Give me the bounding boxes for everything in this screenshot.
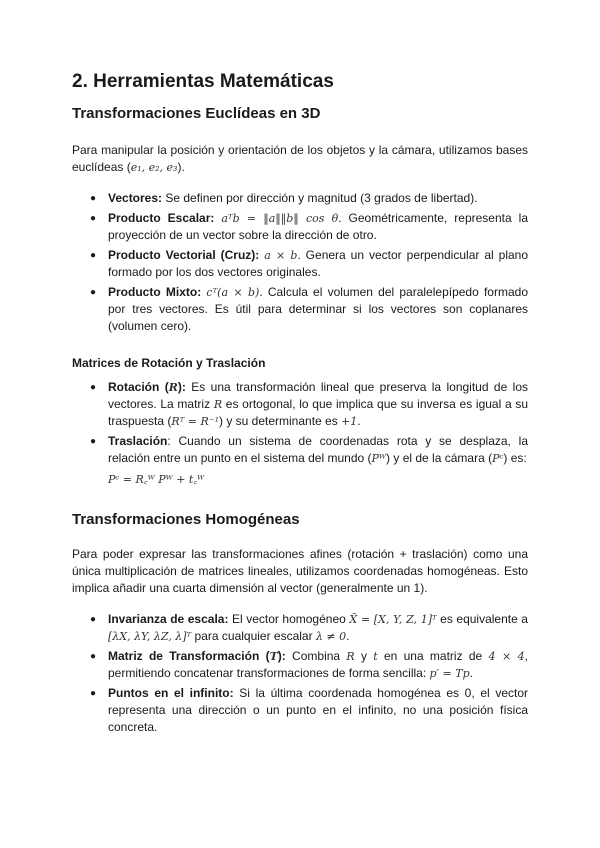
item-text: . <box>357 414 361 428</box>
intro-text-end: ). <box>177 160 185 174</box>
math-triple-product: cᵀ(a × b) <box>206 286 260 299</box>
bullet-icon: ● <box>90 688 97 699</box>
item-label: Invarianza de escala: <box>108 612 229 626</box>
list-item-matriz-transformacion <box>72 648 528 682</box>
item-text: es equivalente a <box>436 612 528 626</box>
item-text: ) es: <box>503 451 527 465</box>
item-text: . Geométricamente, representa la proyección de un vector sobre la dirección de otro. <box>108 211 528 242</box>
item-label: Producto Mixto: <box>108 285 202 299</box>
math-orthogonal: Rᵀ = R⁻¹ <box>171 415 219 428</box>
bullet-icon: ● <box>90 436 97 447</box>
bullet-icon: ● <box>90 213 97 224</box>
item-text: Combina <box>285 649 347 663</box>
item-text: es ortogonal, lo que implica que su inversa es igual a su traspuesta ( <box>108 397 529 428</box>
document-title: 2. Herramientas Matemáticas <box>72 71 334 92</box>
item-text: , permitiendo concatenar transformaciones de forma sencilla: <box>108 649 528 680</box>
label-text-end: ): <box>177 380 186 394</box>
math-label-t: T <box>269 650 278 663</box>
item-text: ) y el de la cámara ( <box>386 451 493 465</box>
item-text: Se definen por dirección y magnitud (3 grados de libertad). <box>162 191 478 205</box>
math-pc: Pᶜ <box>492 452 504 465</box>
paragraph-euclidean-intro <box>72 142 528 176</box>
item-text: en una matriz de <box>377 649 489 663</box>
list-item-invarianza <box>72 611 528 645</box>
item-label <box>108 649 286 663</box>
bullet-icon: ● <box>90 250 97 261</box>
item-text: . Calcula el volumen del paralelepípedo formado por tres vectores. Es útil para determinar si los vectores son coplanares (volumen cero). <box>108 285 528 333</box>
label-text: Rotación ( <box>108 380 169 394</box>
subsection-heading-rotation: Matrices de Rotación y Traslación <box>72 356 266 370</box>
item-label <box>108 380 186 394</box>
item-label: Puntos en el infinito: <box>108 686 234 700</box>
section-heading-homogeneous: Transformaciones Homogéneas <box>72 511 300 528</box>
list-item-traslacion <box>72 433 528 488</box>
paragraph-homogeneous-intro: Para poder expresar las transformaciones afines (rotación + traslación) como una única multiplicación de matrices lineales, utilizamos coordenadas homogéneas. Esto implica añadir una cuarta dimensión al vector (generalmente un 1). <box>72 547 528 595</box>
math-label-r: R <box>168 381 178 394</box>
label-text-end: ): <box>277 649 286 663</box>
list-item-producto-mixto <box>72 284 528 335</box>
item-label: Traslación <box>108 434 168 448</box>
item-text: El vector homogéneo <box>228 612 350 626</box>
equation-translation: Pᶜ = R꜀ᵂ Pᵂ + t꜀ᵂ <box>108 473 205 486</box>
math-p-prime: p′ = Tp <box>429 667 470 680</box>
item-text: . Genera un vector perpendicular al plano formado por los dos vectores originales. <box>108 248 529 279</box>
math-homogeneous-vector: X̃ = [X, Y, Z, 1]ᵀ <box>349 613 437 626</box>
item-label: Producto Vectorial (Cruz): <box>108 248 260 262</box>
item-text: ) y su determinante es <box>218 414 342 428</box>
document-page <box>72 64 528 739</box>
bullet-icon: ● <box>90 382 97 393</box>
bullet-icon: ● <box>90 614 97 625</box>
list-item-producto-escalar <box>72 210 528 244</box>
bullet-icon: ● <box>90 287 97 298</box>
item-text: Si la última coordenada homogénea es 0, el vector representa una dirección o un punto en el infinito, no una posición física concreta. <box>108 686 528 734</box>
math-bases: e₁, e₂, e₃ <box>130 161 178 174</box>
intro-text: Para manipular la posición y orientación de los objetos y la cámara, utilizamos bases euclídeas ( <box>72 143 528 174</box>
item-text: para cualquier escalar <box>191 629 316 643</box>
list-item-puntos-infinito <box>72 685 528 736</box>
math-r: R <box>346 650 355 663</box>
item-text: y <box>354 649 374 663</box>
bullet-list-homogeneous <box>72 611 528 736</box>
math-determinant: +1 <box>341 415 358 428</box>
list-item-producto-vectorial <box>72 247 528 281</box>
list-item-vectores <box>72 190 528 207</box>
section-heading-euclidean: Transformaciones Euclídeas en 3D <box>72 105 321 122</box>
bullet-icon: ● <box>90 651 97 662</box>
math-pw: Pᵂ <box>371 452 387 465</box>
item-text: . <box>346 629 350 643</box>
math-r: R <box>213 398 223 411</box>
item-text: : Cuando un sistema de coordenadas rota y se desplaza, la relación entre un punto en el sistema del mundo ( <box>108 434 528 465</box>
label-text: Matriz de Transformación ( <box>108 649 270 663</box>
math-scaled-vector: [λX, λY, λZ, λ]ᵀ <box>108 630 192 643</box>
bullet-icon: ● <box>90 193 97 204</box>
bullet-list-vectors <box>72 190 528 335</box>
item-label: Producto Escalar: <box>108 211 215 225</box>
math-4x4: 4 × 4 <box>488 650 525 663</box>
math-t: t <box>373 650 378 663</box>
bullet-list-rotation <box>72 379 528 488</box>
math-dot-product: aᵀb = ‖a‖‖b‖ cos θ <box>221 212 339 225</box>
item-text: . <box>469 666 473 680</box>
item-label: Vectores: <box>108 191 163 205</box>
list-item-rotacion <box>72 379 528 430</box>
math-cross-product: a × b <box>264 249 298 262</box>
item-text: Es una transformación lineal que preserva la longitud de los vectores. La matriz <box>108 380 528 411</box>
math-lambda: λ ≠ 0 <box>315 630 347 643</box>
